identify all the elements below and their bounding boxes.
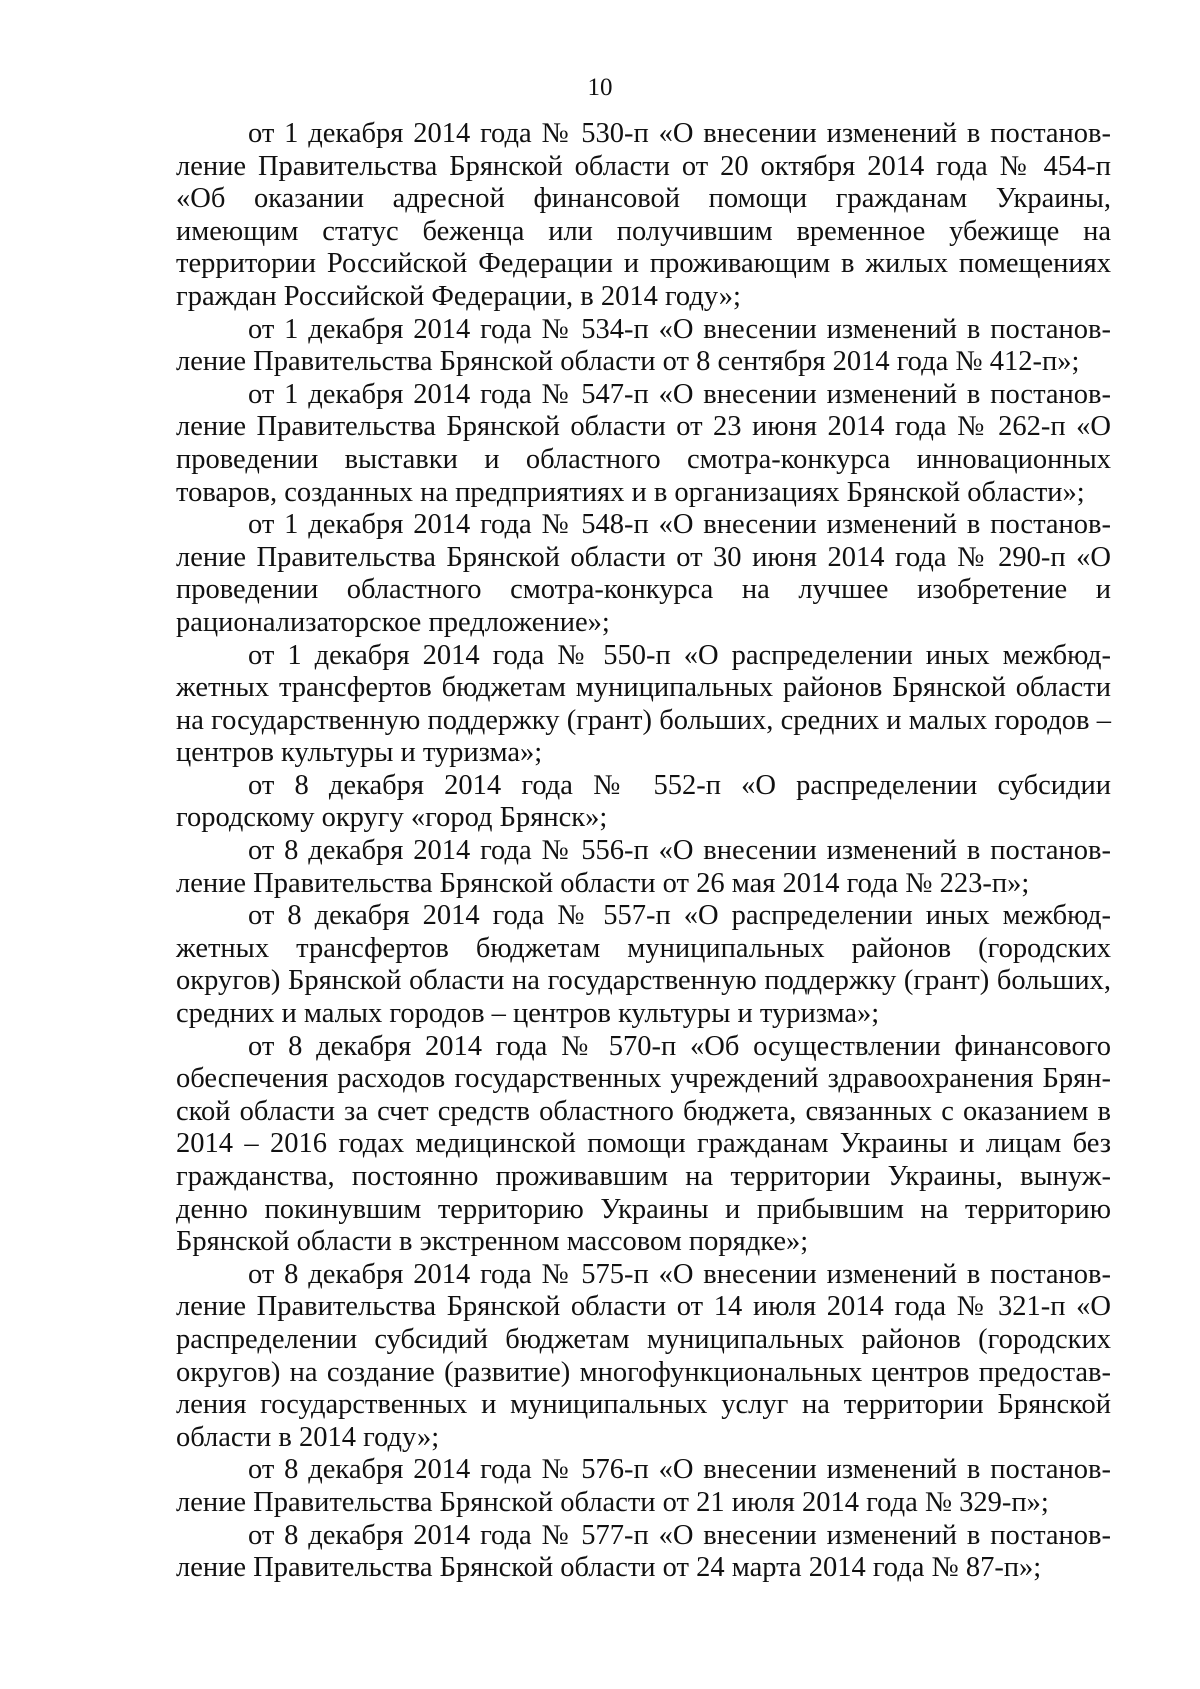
list-item: от 1 декабря 2014 года № 548-п «О внесении изменений в постановление Правительства Брянской области от 30 июня 2014 года № 290-п «О проведении областного смотра-конкурса на лучшее изобретение и рационализаторское предложение»; bbox=[176, 509, 1111, 638]
list-item: от 8 декабря 2014 года № 557-п «О распределении иных межбюджетных трансфертов бюджетам муниципальных районов (городских округов) Брянской области на государственную поддержку (грант) больших, средних и малых городов – центров культуры и туризма»; bbox=[176, 900, 1111, 1030]
document-body bbox=[176, 118, 1111, 1585]
list-item: от 8 декабря 2014 года № 576-п «О внесении изменений в постановление Правительства Брянской области от 21 июля 2014 года № 329-п»; bbox=[176, 1454, 1111, 1518]
list-item: от 1 декабря 2014 года № 550-п «О распределении иных межбюджетных трансфертов бюджетам муниципальных районов Брянской области на государственную поддержку (грант) больших, средних и малых городов – центров культуры и туризма»; bbox=[176, 639, 1111, 769]
list-item: от 8 декабря 2014 года № 556-п «О внесении изменений в постановление Правительства Брянской области от 26 мая 2014 года № 223-п»; bbox=[176, 835, 1111, 899]
list-item: от 8 декабря 2014 года № 552-п «О распределении субсидии городскому округу «город Брянск»; bbox=[176, 769, 1111, 834]
list-item: от 1 декабря 2014 года № 530-п «О внесении изменений в постановление Правительства Брянской области от 20 октября 2014 года № 454-п «Об оказании адресной финансовой помощи гражданам Украины, имеющим статус беженца или получившим временное убежище на территории Российской Федерации и проживающим в жилых помещениях граждан Российской Федерации, в 2014 году»; bbox=[176, 118, 1111, 312]
list-item: от 8 декабря 2014 года № 570-п «Об осуществлении финансового обеспечения расходов государственных учреждений здравоохранения Брянской области за счет средств областного бюджета, связанных с оказанием в 2014 – 2016 годах медицинской помощи гражданам Украины и лицам без гражданства, постоянно проживавшим на территории Украины, вынужденно покинувшим территорию Украины и прибывшим на территорию Брянской области в экстренном массовом порядке»; bbox=[176, 1030, 1111, 1258]
list-item: от 8 декабря 2014 года № 577-п «О внесении изменений в постановление Правительства Брянской области от 24 марта 2014 года № 87-п»; bbox=[176, 1519, 1111, 1584]
page-number: 10 bbox=[587, 74, 613, 101]
list-item: от 8 декабря 2014 года № 575-п «О внесении изменений в постановление Правительства Брянской области от 14 июля 2014 года № 321-п «О распределении субсидий бюджетам муниципальных районов (городских округов) на создание (развитие) многофункциональных центров предоставления государственных и муниципальных услуг на территории Брянской области в 2014 году»; bbox=[176, 1258, 1111, 1453]
list-item: от 1 декабря 2014 года № 534-п «О внесении изменений в постановление Правительства Брянской области от 8 сентября 2014 года № 412-п»; bbox=[176, 313, 1111, 378]
list-item: от 1 декабря 2014 года № 547-п «О внесении изменений в постановление Правительства Брянской области от 23 июня 2014 года № 262-п «О проведении выставки и областного смотра-конкурса инновационных товаров, созданных на предприятиях и в организациях Брянской области»; bbox=[176, 378, 1111, 508]
